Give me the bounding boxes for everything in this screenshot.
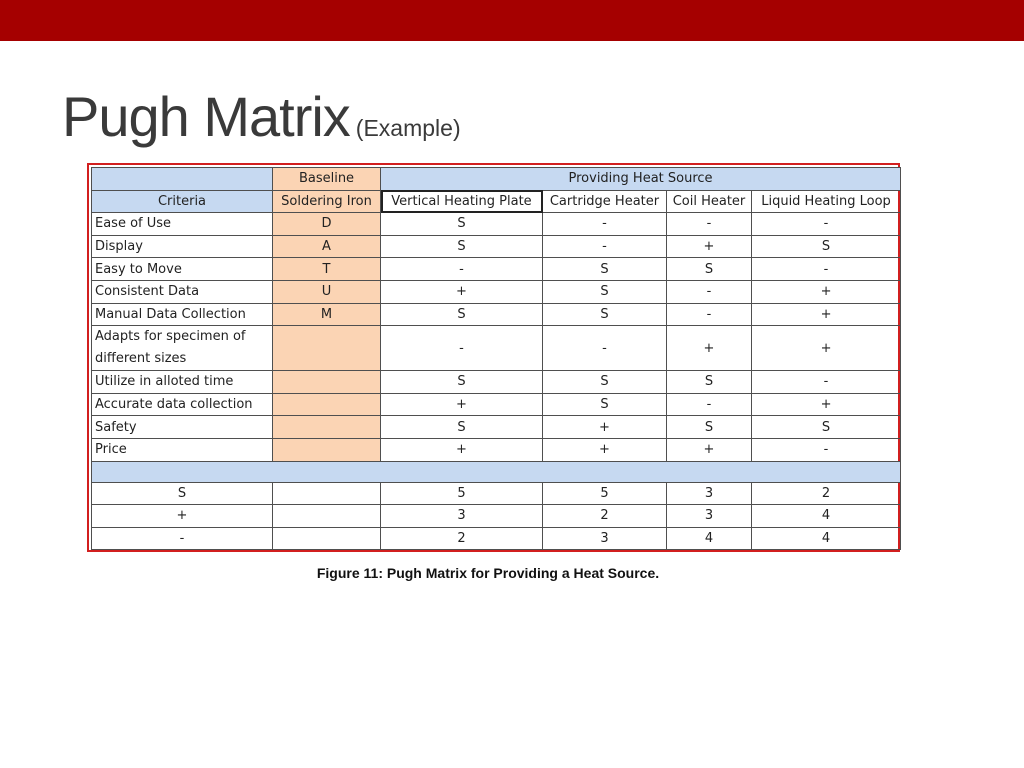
total-count-cell[interactable]: 3 (543, 527, 667, 550)
baseline-cell[interactable]: U (273, 280, 381, 303)
score-cell[interactable]: - (667, 303, 752, 326)
criteria-row (92, 235, 901, 258)
score-cell[interactable]: S (667, 258, 752, 281)
total-count-cell[interactable]: 3 (381, 505, 543, 528)
figure-caption: Figure 11: Pugh Matrix for Providing a Heat Source. (316, 565, 660, 581)
total-row (92, 527, 901, 550)
criteria-cell[interactable]: Display (92, 235, 273, 258)
total-count-cell[interactable]: 4 (752, 527, 901, 550)
baseline-cell[interactable]: T (273, 258, 381, 281)
total-row (92, 505, 901, 528)
score-cell[interactable]: + (381, 393, 543, 416)
score-cell[interactable]: - (667, 213, 752, 236)
score-cell[interactable]: - (381, 326, 543, 371)
slide-title (62, 84, 461, 149)
score-cell[interactable]: S (752, 235, 901, 258)
score-cell[interactable]: + (381, 438, 543, 461)
baseline-header: Baseline (273, 168, 381, 191)
criteria-row (92, 280, 901, 303)
baseline-cell[interactable] (273, 438, 381, 461)
score-cell[interactable]: S (381, 303, 543, 326)
score-cell[interactable]: S (543, 280, 667, 303)
score-cell[interactable]: S (381, 213, 543, 236)
total-count-cell[interactable]: 5 (543, 482, 667, 505)
criteria-cell[interactable]: Adapts for specimen of different sizes (92, 326, 273, 371)
criteria-cell[interactable]: Accurate data collection (92, 393, 273, 416)
criteria-cell[interactable]: Utilize in alloted time (92, 371, 273, 394)
baseline-cell[interactable]: D (273, 213, 381, 236)
total-count-cell[interactable]: 4 (667, 527, 752, 550)
criteria-row (92, 416, 901, 439)
score-cell[interactable]: S (543, 258, 667, 281)
criteria-row (92, 438, 901, 461)
baseline-cell[interactable] (273, 416, 381, 439)
score-cell[interactable]: - (543, 213, 667, 236)
criteria-cell[interactable]: Safety (92, 416, 273, 439)
score-cell[interactable]: - (752, 438, 901, 461)
criteria-row (92, 393, 901, 416)
pugh-matrix-frame (87, 163, 900, 552)
criteria-row (92, 303, 901, 326)
criteria-cell[interactable]: Ease of Use (92, 213, 273, 236)
score-cell[interactable]: S (752, 416, 901, 439)
score-cell[interactable]: S (543, 393, 667, 416)
group-header: Providing Heat Source (381, 168, 901, 191)
total-baseline-cell[interactable] (273, 505, 381, 528)
criteria-cell[interactable]: Manual Data Collection (92, 303, 273, 326)
baseline-cell[interactable]: M (273, 303, 381, 326)
total-count-cell[interactable]: 3 (667, 505, 752, 528)
criteria-rows (92, 213, 901, 461)
score-cell[interactable]: - (381, 258, 543, 281)
score-cell[interactable]: + (752, 326, 901, 371)
total-count-cell[interactable]: 2 (752, 482, 901, 505)
score-cell[interactable]: S (667, 371, 752, 394)
separator-row (92, 461, 901, 482)
col-header-concept[interactable]: Cartridge Heater (543, 190, 667, 213)
criteria-cell[interactable]: Consistent Data (92, 280, 273, 303)
score-cell[interactable]: S (667, 416, 752, 439)
score-cell[interactable]: - (752, 371, 901, 394)
total-count-cell[interactable]: 3 (667, 482, 752, 505)
score-cell[interactable]: - (543, 235, 667, 258)
top-accent-bar (0, 0, 1024, 41)
criteria-row (92, 213, 901, 236)
score-cell[interactable]: + (543, 416, 667, 439)
col-header-concept[interactable]: Vertical Heating Plate (381, 190, 543, 213)
group-header-row (92, 168, 901, 191)
col-header-criteria: Criteria (92, 190, 273, 213)
column-header-row (92, 190, 901, 213)
baseline-cell[interactable] (273, 371, 381, 394)
total-row (92, 482, 901, 505)
separator-cell (92, 461, 901, 482)
criteria-cell[interactable]: Price (92, 438, 273, 461)
score-cell[interactable]: + (752, 303, 901, 326)
score-cell[interactable]: - (667, 280, 752, 303)
score-cell[interactable]: - (752, 258, 901, 281)
total-baseline-cell[interactable] (273, 527, 381, 550)
subtitle-text: (Example) (355, 115, 461, 141)
score-cell[interactable]: - (752, 213, 901, 236)
score-cell[interactable]: - (543, 326, 667, 371)
score-cell[interactable]: - (667, 393, 752, 416)
total-label-cell[interactable]: S (92, 482, 273, 505)
criteria-row (92, 326, 901, 371)
col-header-baseline: Soldering Iron (273, 190, 381, 213)
total-label-cell[interactable]: - (92, 527, 273, 550)
col-header-concept[interactable]: Coil Heater (667, 190, 752, 213)
score-cell[interactable]: S (381, 235, 543, 258)
score-cell[interactable]: + (752, 280, 901, 303)
title-text: Pugh Matrix (62, 85, 350, 148)
criteria-row (92, 258, 901, 281)
score-cell[interactable]: + (543, 438, 667, 461)
total-count-cell[interactable]: 5 (381, 482, 543, 505)
score-cell[interactable]: S (543, 303, 667, 326)
total-count-cell[interactable]: 2 (381, 527, 543, 550)
baseline-cell[interactable]: A (273, 235, 381, 258)
baseline-cell[interactable] (273, 326, 381, 371)
pugh-matrix-table (91, 167, 901, 550)
corner-cell (92, 168, 273, 191)
score-cell[interactable]: + (667, 438, 752, 461)
score-cell[interactable]: + (381, 280, 543, 303)
total-count-cell[interactable]: 2 (543, 505, 667, 528)
col-header-concept[interactable]: Liquid Heating Loop (752, 190, 901, 213)
total-baseline-cell[interactable] (273, 482, 381, 505)
score-cell[interactable]: + (752, 393, 901, 416)
criteria-cell[interactable]: Easy to Move (92, 258, 273, 281)
score-cell[interactable]: + (667, 326, 752, 371)
total-count-cell[interactable]: 4 (752, 505, 901, 528)
score-cell[interactable]: S (381, 416, 543, 439)
score-cell[interactable]: + (667, 235, 752, 258)
score-cell[interactable]: S (381, 371, 543, 394)
baseline-cell[interactable] (273, 393, 381, 416)
total-rows (92, 482, 901, 550)
criteria-row (92, 371, 901, 394)
total-label-cell[interactable]: + (92, 505, 273, 528)
score-cell[interactable]: S (543, 371, 667, 394)
